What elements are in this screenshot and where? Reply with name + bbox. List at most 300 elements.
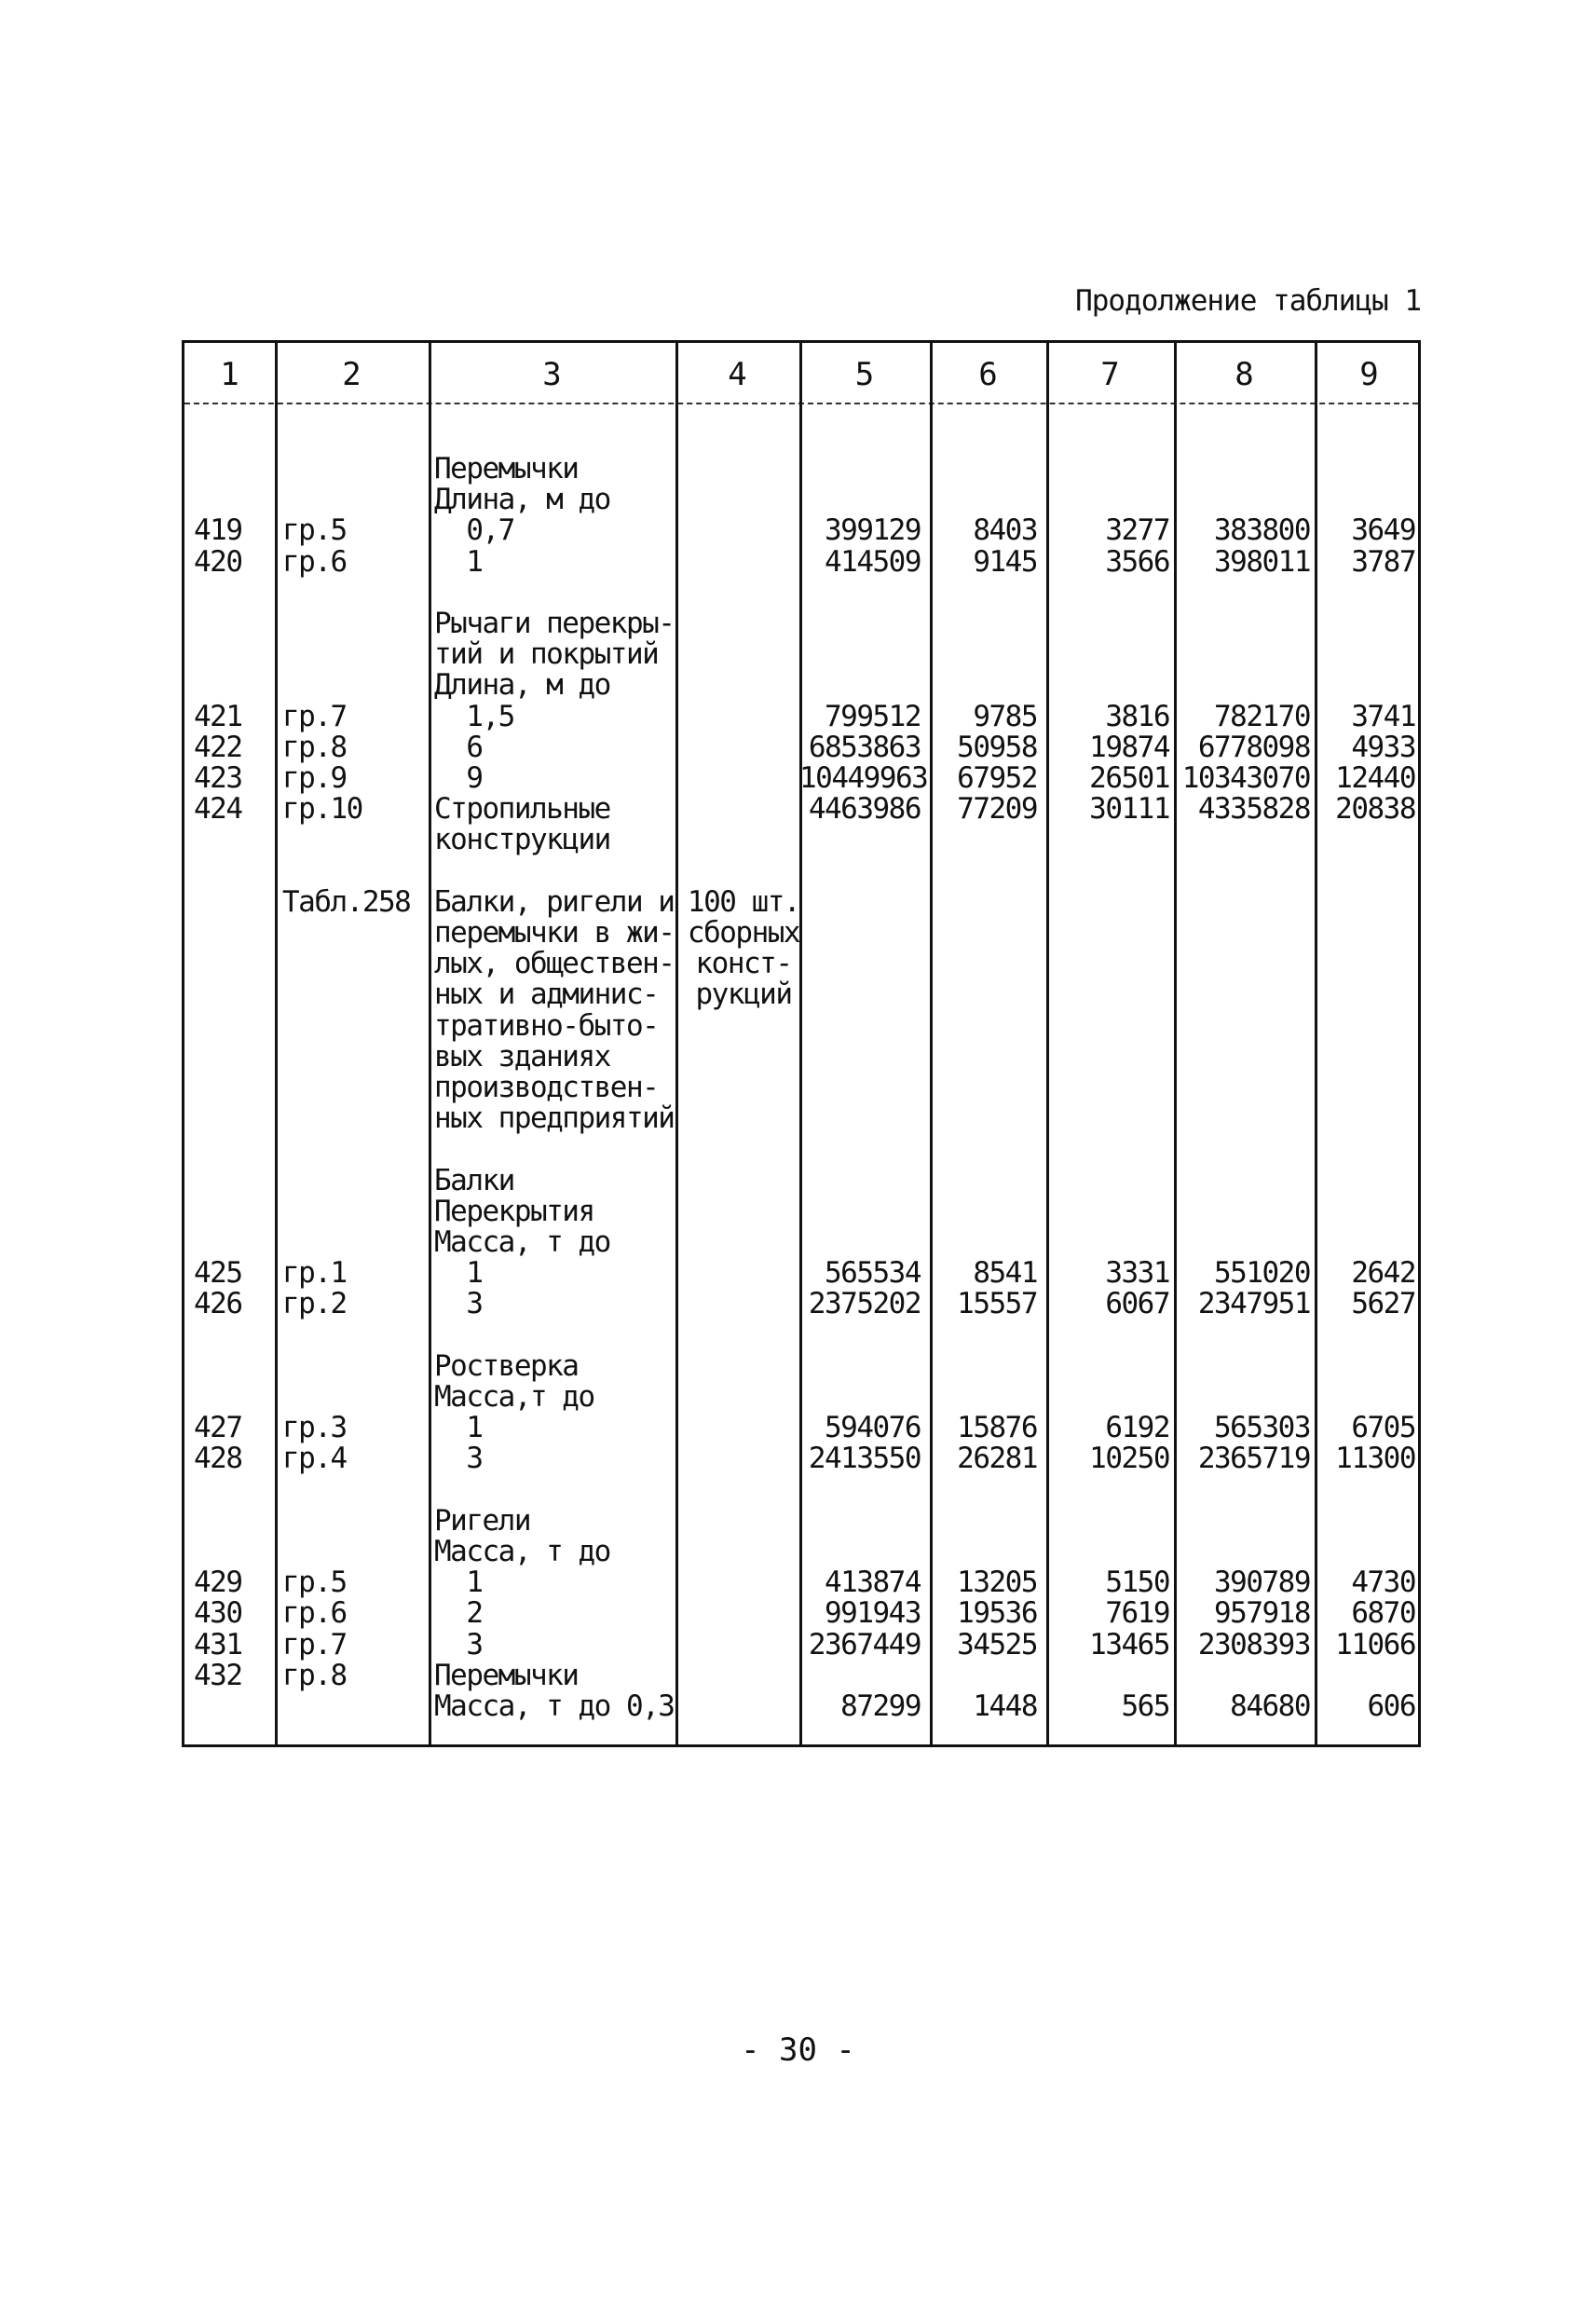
table-cell-col-9	[1319, 669, 1415, 701]
table-cell-col-6	[930, 1196, 1037, 1227]
table-cell-col-8	[1177, 1165, 1310, 1197]
table-cell-col-1: 429	[194, 1566, 242, 1600]
table-cell-col-2	[282, 1381, 422, 1413]
table-cell-col-4	[683, 453, 804, 485]
table-cell-col-7	[1046, 1381, 1169, 1413]
column-divider	[429, 343, 431, 1744]
table-cell-col-8: 782170	[1214, 699, 1310, 733]
table-cell-col-4	[683, 793, 804, 825]
table-cell-col-3: Масса,т до	[434, 1380, 594, 1414]
table-cell-col-2	[282, 948, 422, 979]
table-cell-col-8: 2365719	[1197, 1442, 1310, 1476]
table-cell-col-8: 565303	[1214, 1411, 1310, 1445]
table-cell-col-1	[194, 1381, 268, 1413]
table-cell-col-1	[194, 1165, 268, 1197]
table-cell-col-9	[1319, 1041, 1415, 1073]
table-cell-col-1	[194, 1474, 268, 1506]
table-cell-col-9	[1319, 1536, 1415, 1567]
table-cell-col-3: 1	[434, 1411, 483, 1445]
table-cell-col-9: 6705	[1351, 1411, 1415, 1445]
table-cell-col-9	[1319, 1133, 1415, 1165]
table-cell-col-8: 6778098	[1197, 730, 1310, 764]
table-cell-col-1	[194, 1536, 268, 1567]
table-cell-col-4	[683, 1010, 804, 1042]
table-cell-col-8	[1177, 1320, 1310, 1351]
table-cell-col-7: 5150	[1105, 1566, 1169, 1600]
table-cell-col-9	[1319, 577, 1415, 609]
table-cell-col-4	[683, 484, 804, 515]
table-cell-col-7: 565	[1121, 1689, 1169, 1723]
table-cell-col-7	[1046, 577, 1169, 609]
table-cell-col-7	[1046, 1102, 1169, 1134]
table-cell-col-8	[1177, 638, 1310, 670]
table-cell-col-2	[282, 638, 422, 670]
table-cell-col-1	[194, 948, 268, 979]
table-cell-col-1: 424	[194, 792, 242, 827]
table-cell-col-3: Ригели	[434, 1503, 530, 1538]
table-cell-col-4	[683, 1412, 804, 1443]
table-cell-col-4	[683, 824, 804, 855]
table-cell-col-1: 420	[194, 544, 242, 579]
table-cell-col-5	[799, 453, 921, 485]
table-cell-col-1: 428	[194, 1442, 242, 1476]
table-cell-col-7	[1046, 1536, 1169, 1567]
table-cell-col-9	[1319, 824, 1415, 855]
table-cell-col-4: сборных	[687, 916, 800, 950]
header-col-9: 9	[1359, 356, 1379, 393]
table-cell-col-1: 426	[194, 1287, 242, 1321]
table-cell-col-5: 2367449	[808, 1627, 921, 1661]
table-cell-col-9: 5627	[1351, 1287, 1415, 1321]
table-cell-col-8	[1177, 1536, 1310, 1567]
header-col-4: 4	[728, 356, 747, 393]
table-cell-col-5	[799, 1072, 921, 1103]
table-cell-col-3: ных и админис-	[434, 978, 659, 1012]
table-cell-col-7: 3816	[1105, 699, 1169, 733]
table-cell-col-9: 3649	[1351, 513, 1415, 548]
header-col-6: 6	[978, 356, 998, 393]
table-cell-col-7	[1046, 1133, 1169, 1165]
table-cell-col-2	[282, 1102, 422, 1134]
table-cell-col-6	[930, 1010, 1037, 1042]
table-cell-col-4	[683, 1072, 804, 1103]
table-cell-col-6: 13205	[957, 1566, 1037, 1600]
table-cell-col-1: 422	[194, 730, 242, 764]
table-cell-col-3	[434, 1320, 686, 1351]
table-cell-col-5: 799512	[825, 699, 921, 733]
table-cell-col-9	[1319, 1350, 1415, 1382]
table-cell-col-8: 2347951	[1197, 1287, 1310, 1321]
table-cell-col-4	[683, 1257, 804, 1289]
table-cell-col-6	[930, 855, 1037, 887]
table-cell-col-7: 7619	[1105, 1596, 1169, 1631]
table-cell-col-3: Перемычки	[434, 1658, 579, 1692]
table-cell-col-5	[799, 1381, 921, 1413]
table-cell-col-7	[1046, 453, 1169, 485]
table-cell-col-3: 1	[434, 1566, 483, 1600]
table-cell-col-4: рукций	[695, 978, 792, 1012]
table-cell-col-5: 6853863	[808, 730, 921, 764]
table-cell-col-5	[799, 1226, 921, 1258]
table-cell-col-1: 425	[194, 1256, 242, 1291]
table-cell-col-9: 20838	[1335, 792, 1415, 827]
table-cell-col-8	[1177, 1072, 1310, 1103]
table-cell-col-3: Масса, т до 0,3	[434, 1689, 675, 1723]
table-cell-col-7	[1046, 1196, 1169, 1227]
table-cell-col-3: Масса, т до	[434, 1535, 610, 1568]
table-cell-col-3: 2	[434, 1596, 483, 1631]
table-cell-col-9	[1319, 1660, 1415, 1691]
table-cell-col-2	[282, 1196, 422, 1227]
table-cell-col-9: 606	[1367, 1689, 1415, 1723]
table-cell-col-4	[683, 577, 804, 609]
table-cell-col-1	[194, 608, 268, 639]
table-cell-col-6	[930, 1320, 1037, 1351]
table-cell-col-6	[930, 669, 1037, 701]
table-cell-col-7	[1046, 886, 1169, 918]
table-cell-col-7: 3331	[1105, 1256, 1169, 1291]
table-cell-col-9	[1319, 1102, 1415, 1134]
table-cell-col-5: 991943	[825, 1596, 921, 1631]
header-col-5: 5	[854, 356, 875, 393]
table-cell-col-5	[799, 1102, 921, 1134]
table-cell-col-3: 1	[434, 544, 483, 579]
table-cell-col-2: гр.4	[282, 1442, 347, 1476]
table-cell-col-7	[1046, 484, 1169, 515]
table-cell-col-4	[683, 1226, 804, 1258]
table-cell-col-7: 3277	[1105, 513, 1169, 548]
table-cell-col-8	[1177, 1196, 1310, 1227]
table-cell-col-2	[282, 824, 422, 855]
table-cell-col-4	[683, 1690, 804, 1722]
table-cell-col-5: 413874	[825, 1566, 921, 1600]
table-cell-col-1	[194, 1010, 268, 1042]
table-cell-col-3: тий и покрытий	[434, 637, 659, 672]
table-cell-col-5: 399129	[825, 513, 921, 548]
table-cell-col-1	[194, 886, 268, 918]
table-cell-col-2	[282, 1690, 422, 1722]
table-cell-col-7	[1046, 608, 1169, 639]
table-cell-col-4	[683, 1474, 804, 1506]
table-cell-col-1	[194, 577, 268, 609]
table-cell-col-7	[1046, 1010, 1169, 1042]
table-cell-col-8	[1177, 855, 1310, 887]
table-cell-col-5	[799, 1010, 921, 1042]
table-cell-col-2	[282, 1320, 422, 1351]
table-cell-col-1	[194, 1350, 268, 1382]
header-col-7: 7	[1100, 356, 1120, 393]
table-cell-col-9	[1319, 1196, 1415, 1227]
table-cell-col-3: 9	[434, 761, 483, 795]
table-cell-col-9	[1319, 608, 1415, 639]
table-cell-col-3: Стропильные	[434, 792, 610, 827]
table-cell-col-2: гр.1	[282, 1256, 347, 1291]
table-cell-col-6	[930, 824, 1037, 855]
table-cell-col-2	[282, 608, 422, 639]
table-cell-col-8	[1177, 577, 1310, 609]
table-cell-col-4	[683, 1165, 804, 1197]
table-cell-col-8	[1177, 1660, 1310, 1691]
table-cell-col-1	[194, 453, 268, 485]
header-col-8: 8	[1235, 356, 1254, 393]
table-cell-col-5	[799, 1196, 921, 1227]
table-cell-col-7	[1046, 948, 1169, 979]
table-cell-col-2: гр.8	[282, 1658, 347, 1692]
table-cell-col-8	[1177, 669, 1310, 701]
table-cell-col-1: 423	[194, 761, 242, 795]
table-cell-col-1: 427	[194, 1411, 242, 1445]
table-cell-col-3	[434, 577, 686, 609]
table-cell-col-6	[930, 577, 1037, 609]
table-cell-col-3: вых зданиях	[434, 1039, 610, 1073]
table-cell-col-9	[1319, 1010, 1415, 1042]
table-cell-col-2	[282, 1226, 422, 1258]
table-cell-col-2	[282, 917, 422, 949]
table-cell-col-5: 10449963	[799, 761, 928, 795]
table-cell-col-8	[1177, 453, 1310, 485]
table-cell-col-6: 9785	[973, 699, 1037, 733]
table-cell-col-1	[194, 1505, 268, 1537]
table-cell-col-8	[1177, 1350, 1310, 1382]
table-cell-col-3: Ростверка	[434, 1348, 579, 1383]
table-cell-col-5	[799, 948, 921, 979]
table-cell-col-1: 432	[194, 1658, 242, 1692]
table-cell-col-4	[683, 1505, 804, 1537]
table-cell-col-3: лых, обществен-	[434, 947, 675, 981]
table-cell-col-5	[799, 1133, 921, 1165]
table-cell-col-3: 3	[434, 1287, 483, 1321]
table-cell-col-3	[434, 855, 686, 887]
table-cell-col-9: 6870	[1351, 1596, 1415, 1631]
table-cell-col-2	[282, 1072, 422, 1103]
table-cell-col-2: гр.6	[282, 544, 347, 579]
table-cell-col-4	[683, 762, 804, 794]
table-cell-col-2	[282, 577, 422, 609]
table-cell-col-8: 398011	[1214, 544, 1310, 579]
header-col-3: 3	[542, 356, 562, 393]
table-cell-col-5	[799, 1320, 921, 1351]
table-cell-col-6	[930, 453, 1037, 485]
table-cell-col-2	[282, 1041, 422, 1073]
table-cell-col-5	[799, 1536, 921, 1567]
table-cell-col-2: гр.5	[282, 513, 347, 548]
table-cell-col-1	[194, 1102, 268, 1134]
table-cell-col-4	[683, 1133, 804, 1165]
table-cell-col-6	[930, 608, 1037, 639]
table-cell-col-4	[683, 1041, 804, 1073]
table-cell-col-6: 67952	[957, 761, 1037, 795]
table-cell-col-4	[683, 1320, 804, 1351]
table-cell-col-3: Длина, м до	[434, 668, 610, 703]
table-cell-col-2	[282, 1010, 422, 1042]
table-cell-col-1: 421	[194, 699, 242, 733]
table-cell-col-6: 9145	[973, 544, 1037, 579]
table-cell-col-6	[930, 1350, 1037, 1382]
table-cell-col-7: 3566	[1105, 544, 1169, 579]
table-cell-col-8: 551020	[1214, 1256, 1310, 1291]
table-cell-col-8	[1177, 1133, 1310, 1165]
table-cell-col-5	[799, 669, 921, 701]
table-cell-col-5	[799, 1041, 921, 1073]
table-cell-col-2	[282, 1165, 422, 1197]
table-cell-col-5	[799, 638, 921, 670]
table-cell-col-1	[194, 1226, 268, 1258]
table-cell-col-5: 2413550	[808, 1442, 921, 1476]
table-cell-col-9	[1319, 855, 1415, 887]
table-cell-col-6	[930, 1041, 1037, 1073]
table-cell-col-4	[683, 1288, 804, 1320]
table-cell-col-6: 19536	[957, 1596, 1037, 1631]
table-cell-col-8	[1177, 1381, 1310, 1413]
table-cell-col-6	[930, 1505, 1037, 1537]
table-cell-col-6: 15876	[957, 1411, 1037, 1445]
table-cell-col-7	[1046, 1660, 1169, 1691]
table-cell-col-7	[1046, 1474, 1169, 1506]
table-cell-col-4	[683, 1660, 804, 1691]
table-cell-col-4	[683, 1102, 804, 1134]
table-cell-col-3: 3	[434, 1442, 483, 1476]
table-cell-col-3	[434, 1133, 686, 1165]
table-cell-col-9	[1319, 978, 1415, 1010]
table-cell-col-8	[1177, 608, 1310, 639]
table-cell-col-7	[1046, 1072, 1169, 1103]
table-cell-col-1	[194, 978, 268, 1010]
table-cell-col-1: 430	[194, 1596, 242, 1631]
table-cell-col-8: 2308393	[1197, 1627, 1310, 1661]
table-cell-col-2	[282, 1474, 422, 1506]
table-cell-col-8	[1177, 917, 1310, 949]
table-cell-col-1	[194, 1041, 268, 1073]
table-cell-col-9	[1319, 1226, 1415, 1258]
table-cell-col-6	[930, 886, 1037, 918]
table-cell-col-2	[282, 484, 422, 515]
table-cell-col-9: 4730	[1351, 1566, 1415, 1600]
table-cell-col-2	[282, 1505, 422, 1537]
table-cell-col-9	[1319, 948, 1415, 979]
table-cell-col-7	[1046, 638, 1169, 670]
table-cell-col-3: ных предприятий	[434, 1101, 675, 1136]
table-cell-col-3: Длина, м до	[434, 483, 610, 517]
table-cell-col-4: 100 шт.	[687, 884, 800, 919]
table-cell-col-1: 431	[194, 1627, 242, 1661]
table-cell-col-6	[930, 978, 1037, 1010]
table-cell-col-6: 8403	[973, 513, 1037, 548]
table-cell-col-8: 390789	[1214, 1566, 1310, 1600]
table-cell-col-6	[930, 1165, 1037, 1197]
table-cell-col-1	[194, 669, 268, 701]
table-cell-col-8	[1177, 824, 1310, 855]
table-cell-col-9: 3741	[1351, 699, 1415, 733]
table-cell-col-2	[282, 1536, 422, 1567]
table-cell-col-9	[1319, 886, 1415, 918]
header-col-1: 1	[220, 356, 239, 393]
table-cell-col-8	[1177, 484, 1310, 515]
table-cell-col-1	[194, 1320, 268, 1351]
table-cell-col-1	[194, 1690, 268, 1722]
table-cell-col-9	[1319, 1474, 1415, 1506]
table-cell-col-4	[683, 1443, 804, 1474]
table-cell-col-1	[194, 855, 268, 887]
table-cell-col-4	[683, 1381, 804, 1413]
table-cell-col-7: 6192	[1105, 1411, 1169, 1445]
table-cell-col-2	[282, 1133, 422, 1165]
table-cell-col-6	[930, 638, 1037, 670]
table-cell-col-9	[1319, 484, 1415, 515]
table-cell-col-9	[1319, 917, 1415, 949]
table-cell-col-8	[1177, 978, 1310, 1010]
table-cell-col-4	[683, 638, 804, 670]
table-cell-col-6: 15557	[957, 1287, 1037, 1321]
table-cell-col-8	[1177, 1041, 1310, 1073]
table-cell-col-6	[930, 917, 1037, 949]
table-cell-col-9	[1319, 1381, 1415, 1413]
table-cell-col-6: 8541	[973, 1256, 1037, 1291]
table-cell-col-7	[1046, 1041, 1169, 1073]
header-col-2: 2	[342, 356, 361, 393]
column-divider	[1315, 343, 1317, 1744]
table-cell-col-2: гр.5	[282, 1566, 347, 1600]
table-cell-col-5	[799, 484, 921, 515]
table-cell-col-6	[930, 484, 1037, 515]
table-cell-col-3: Рычаги перекры-	[434, 607, 675, 640]
table-cell-col-5	[799, 1505, 921, 1537]
table-cell-col-3: Балки	[434, 1163, 514, 1197]
table-cell-col-3: производствен-	[434, 1071, 659, 1104]
table-cell-col-9	[1319, 1320, 1415, 1351]
table-cell-col-9	[1319, 1072, 1415, 1103]
table-cell-col-3: Масса, т до	[434, 1225, 610, 1259]
table-cell-col-8	[1177, 1226, 1310, 1258]
table-cell-col-6: 34525	[957, 1627, 1037, 1661]
table-cell-col-7	[1046, 855, 1169, 887]
table-cell-col-7: 6067	[1105, 1287, 1169, 1321]
table-cell-col-8: 84680	[1230, 1689, 1310, 1723]
table-cell-col-2	[282, 453, 422, 485]
table-cell-col-2: Табл.258	[282, 884, 411, 919]
table-cell-col-5: 414509	[825, 544, 921, 579]
table-cell-col-2	[282, 669, 422, 701]
table-cell-col-4	[683, 855, 804, 887]
table-cell-col-5	[799, 1350, 921, 1382]
table-cell-col-4	[683, 1350, 804, 1382]
table-cell-col-9	[1319, 638, 1415, 670]
table-cell-col-6	[930, 948, 1037, 979]
table-cell-col-4	[683, 1629, 804, 1661]
table-cell-col-6: 26281	[957, 1442, 1037, 1476]
table-cell-col-7	[1046, 1505, 1169, 1537]
table-cell-col-5	[799, 886, 921, 918]
table-cell-col-3: перемычки в жи-	[434, 916, 675, 950]
table-cell-col-9: 11066	[1335, 1627, 1415, 1661]
table-cell-col-3: Перемычки	[434, 452, 579, 485]
table-cell-col-9	[1319, 1165, 1415, 1197]
table-cell-col-7: 10250	[1089, 1442, 1169, 1476]
table-cell-col-8: 383800	[1214, 513, 1310, 548]
table-cell-col-5	[799, 978, 921, 1010]
table-cell-col-8	[1177, 886, 1310, 918]
table-cell-col-3: Балки, ригели и	[434, 884, 675, 919]
table-cell-col-2: гр.7	[282, 1627, 347, 1661]
table-cell-col-1: 419	[194, 513, 242, 548]
table-cell-col-4	[683, 1196, 804, 1227]
table-cell-col-9: 4933	[1351, 730, 1415, 764]
table-cell-col-2: гр.8	[282, 730, 347, 764]
table-cell-col-7	[1046, 1165, 1169, 1197]
table-cell-col-9	[1319, 453, 1415, 485]
table-cell-col-3: 6	[434, 730, 483, 764]
table-cell-col-7: 26501	[1089, 761, 1169, 795]
table-cell-col-6	[930, 1133, 1037, 1165]
